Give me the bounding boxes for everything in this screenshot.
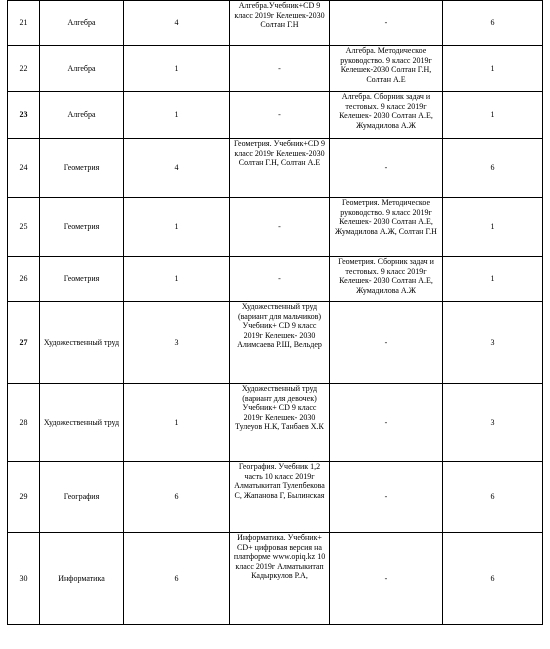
subject-cell: Информатика bbox=[40, 533, 124, 625]
textbook-cell: - bbox=[230, 46, 330, 92]
textbook-table bbox=[7, 0, 543, 625]
total-cell: 3 bbox=[443, 302, 543, 384]
table-row bbox=[8, 257, 543, 302]
row-number: 30 bbox=[8, 533, 40, 625]
subject-cell: Геометрия bbox=[40, 198, 124, 257]
hours-cell: 4 bbox=[124, 139, 230, 198]
guide-cell: - bbox=[330, 384, 443, 462]
guide-cell: - bbox=[330, 462, 443, 533]
subject-cell: Геометрия bbox=[40, 139, 124, 198]
textbook-cell: Информатика. Учебник+ CD+ цифровая версия на платформе www.opiq.kz 10 класс 2019г Алматыкитап Кадыркулов Р.А, bbox=[230, 533, 330, 625]
hours-cell: 1 bbox=[124, 257, 230, 302]
textbook-cell: Алгебра.Учебник+CD 9 класс 2019г Келешек-2030 Солтан Г.Н bbox=[230, 1, 330, 46]
subject-cell: Алгебра bbox=[40, 1, 124, 46]
subject-cell: Художественный труд bbox=[40, 384, 124, 462]
total-cell: 6 bbox=[443, 139, 543, 198]
subject-cell: Художественный труд bbox=[40, 302, 124, 384]
table-row bbox=[8, 302, 543, 384]
textbook-cell: - bbox=[230, 198, 330, 257]
table-row bbox=[8, 462, 543, 533]
table-row bbox=[8, 198, 543, 257]
hours-cell: 6 bbox=[124, 462, 230, 533]
table-row bbox=[8, 533, 543, 625]
row-number: 29 bbox=[8, 462, 40, 533]
hours-cell: 1 bbox=[124, 198, 230, 257]
total-cell: 1 bbox=[443, 198, 543, 257]
total-cell: 3 bbox=[443, 384, 543, 462]
hours-cell: 1 bbox=[124, 92, 230, 139]
textbook-cell: - bbox=[230, 92, 330, 139]
hours-cell: 4 bbox=[124, 1, 230, 46]
textbook-cell: Художественный труд (вариант для девочек) Учебник+ CD 9 класс 2019г Келешек- 2030 Тулеуов Н.К, Танбаев Х.К bbox=[230, 384, 330, 462]
total-cell: 1 bbox=[443, 46, 543, 92]
table-row bbox=[8, 384, 543, 462]
row-number: 24 bbox=[8, 139, 40, 198]
textbook-cell: География. Учебник 1,2 часть 10 класс 2019г Алматыкитап Тулепбекова С, Жапанова Г, Былинская bbox=[230, 462, 330, 533]
subject-cell: География bbox=[40, 462, 124, 533]
row-number: 25 bbox=[8, 198, 40, 257]
row-number: 26 bbox=[8, 257, 40, 302]
hours-cell: 1 bbox=[124, 384, 230, 462]
table-body bbox=[8, 1, 543, 625]
guide-cell: Геометрия. Методическое руководство. 9 класс 2019г Келешек- 2030 Солтан А.Е, Жумадилова А.Ж, Солтан Г.Н bbox=[330, 198, 443, 257]
subject-cell: Алгебра bbox=[40, 46, 124, 92]
row-number: 27 bbox=[8, 302, 40, 384]
guide-cell: Алгебра. Методическое руководство. 9 класс 2019г Келешек-2030 Солтан Г.Н, Солтан А.Е bbox=[330, 46, 443, 92]
textbook-cell: Художественный труд (вариант для мальчиков) Учебник+ CD 9 класс 2019г Келешек- 2030 Алимсаева Р.Ш, Вельдер bbox=[230, 302, 330, 384]
guide-cell: - bbox=[330, 533, 443, 625]
total-cell: 6 bbox=[443, 462, 543, 533]
guide-cell: - bbox=[330, 302, 443, 384]
row-number: 28 bbox=[8, 384, 40, 462]
table-row bbox=[8, 1, 543, 46]
guide-cell: Геометрия. Сборник задач и тестовых. 9 класс 2019г Келешек- 2030 Солтан А.Е, Жумадилова А.Ж bbox=[330, 257, 443, 302]
guide-cell: - bbox=[330, 1, 443, 46]
subject-cell: Алгебра bbox=[40, 92, 124, 139]
total-cell: 1 bbox=[443, 257, 543, 302]
row-number: 21 bbox=[8, 1, 40, 46]
hours-cell: 6 bbox=[124, 533, 230, 625]
table-row bbox=[8, 139, 543, 198]
textbook-cell: Геометрия. Учебник+CD 9 класс 2019г Келешек-2030 Солтан Г.Н, Солтан А.Е bbox=[230, 139, 330, 198]
subject-cell: Геометрия bbox=[40, 257, 124, 302]
table-row bbox=[8, 46, 543, 92]
guide-cell: Алгебра. Сборник задач и тестовых. 9 класс 2019г Келешек- 2030 Солтан А.Е, Жумадилова А.Ж bbox=[330, 92, 443, 139]
hours-cell: 1 bbox=[124, 46, 230, 92]
guide-cell: - bbox=[330, 139, 443, 198]
hours-cell: 3 bbox=[124, 302, 230, 384]
table-row bbox=[8, 92, 543, 139]
row-number: 23 bbox=[8, 92, 40, 139]
total-cell: 6 bbox=[443, 533, 543, 625]
textbook-cell: - bbox=[230, 257, 330, 302]
row-number: 22 bbox=[8, 46, 40, 92]
total-cell: 1 bbox=[443, 92, 543, 139]
total-cell: 6 bbox=[443, 1, 543, 46]
